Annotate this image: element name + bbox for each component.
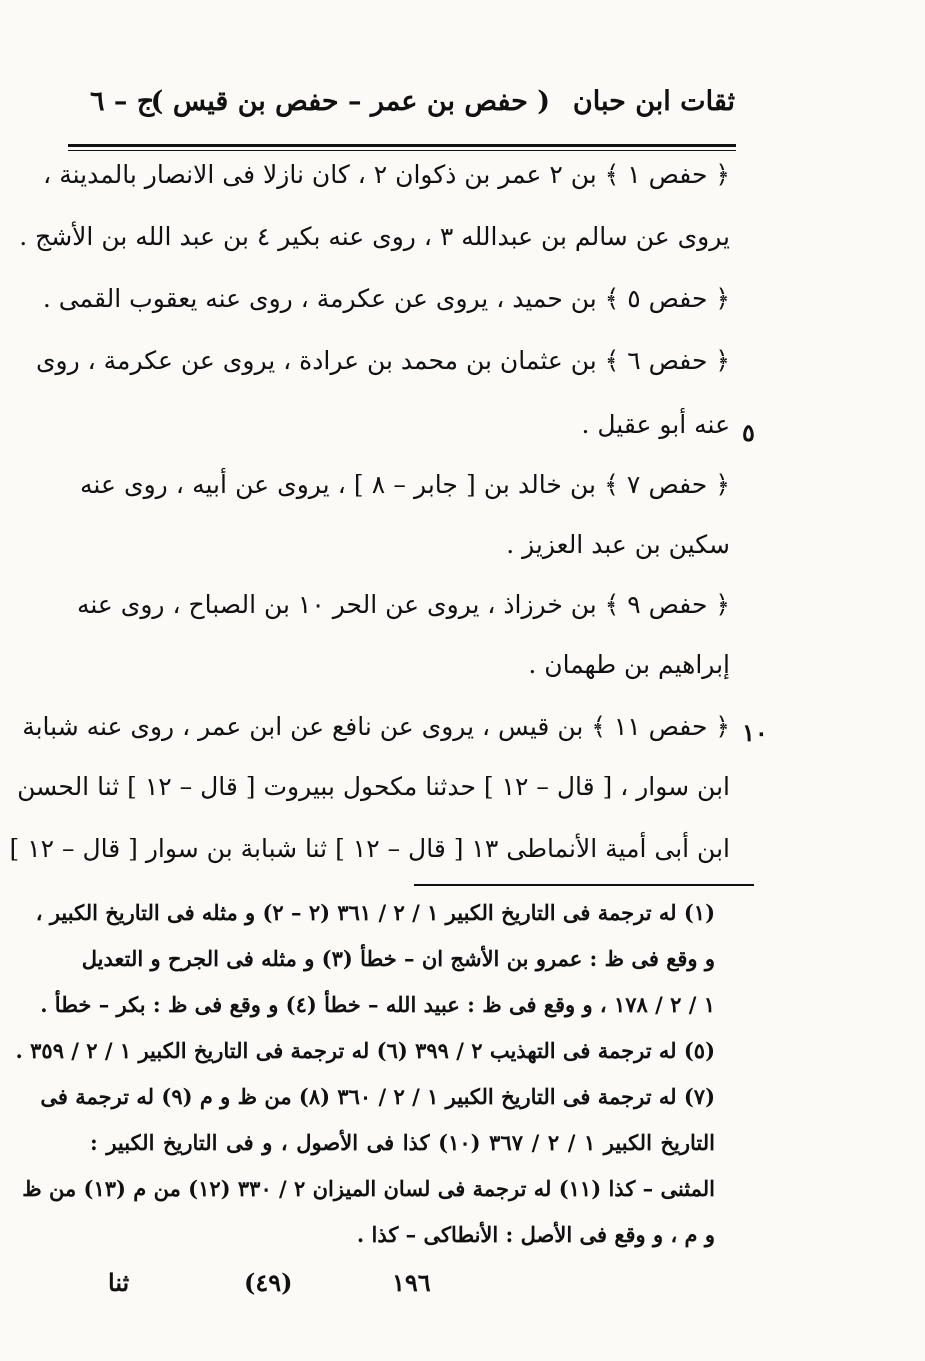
footnote-line: التاريخ الكبير ١ / ٢ / ٣٦٧ (١٠) كذا فى الأصول ، و فى التاريخ الكبير : — [90, 1130, 715, 1155]
text-line: ﴿ حفص ١ ﴾ بن ٢ عمر بن ذكوان ٢ ، كان نازلا فى الانصار بالمدينة ، — [43, 160, 730, 189]
footnote-line: (٥) له ترجمة فى التهذيب ٢ / ٣٩٩ (٦) له ترجمة فى التاريخ الكبير ١ / ٢ / ٣٥٩ . — [15, 1038, 715, 1063]
line-number: ٥ — [742, 418, 755, 447]
text-line: إبراهيم بن طهمان . — [528, 650, 730, 679]
section-range: ( حفص بن عمر – حفص بن قيس ) — [150, 86, 550, 117]
page-number: ١٩٦ — [392, 1268, 431, 1297]
text-line: ﴿ حفص ٧ ﴾ بن خالد بن [ جابر – ٨ ] ، يروى عن أبيه ، روى عنه — [80, 470, 730, 499]
text-line: ﴿ حفص ٩ ﴾ بن خرزاذ ، يروى عن الحر ١٠ بن الصباح ، روى عنه — [76, 590, 730, 619]
footnote-line: (١) له ترجمة فى التاريخ الكبير ١ / ٢ / ٣٦١ (٢ – ٢) و مثله فى التاريخ الكبير ، — [35, 900, 715, 925]
footnote-line: المثنى – كذا (١١) له ترجمة فى لسان الميزان ٢ / ٣٣٠ (١٢) من م (١٣) من ظ — [22, 1176, 715, 1201]
catchword: ثنا — [108, 1268, 130, 1297]
text-line: ابن أبى أمية الأنماطى ١٣ [ قال – ١٢ ] ثنا شبابة بن سوار [ قال – ١٢ ] — [9, 834, 730, 863]
line-number: ١٠ — [742, 718, 768, 747]
footnote-line: و وقع فى ظ : عمرو بن الأشج ان – خطأ (٣) و مثله فى الجرح و التعديل — [81, 946, 715, 971]
book-title: ثقات ابن حبان — [572, 86, 735, 117]
footnote-line: ١ / ٢ / ١٧٨ ، و وقع فى ظ : عبيد الله – خطأ (٤) و وقع فى ظ : بكر – خطأ . — [40, 992, 715, 1017]
header-rule-thin — [68, 150, 736, 151]
text-line: ﴿ حفص ٥ ﴾ بن حميد ، يروى عن عكرمة ، روى عنه يعقوب القمى . — [42, 284, 730, 313]
text-line: عنه أبو عقيل . — [581, 410, 730, 439]
text-line: ﴿ حفص ٦ ﴾ بن عثمان بن محمد بن عرادة ، يروى عن عكرمة ، روى — [35, 346, 730, 375]
sheet-number: (٤٩) — [244, 1268, 293, 1297]
running-header — [70, 80, 735, 130]
footnote-line: و م ، و وقع فى الأصل : الأنطاكى – كذا . — [356, 1222, 715, 1247]
text-line: ابن سوار ، [ قال – ١٢ ] حدثنا مكحول ببيروت [ قال – ١٢ ] ثنا الحسن — [17, 772, 730, 801]
header-rule — [68, 144, 736, 147]
volume-label: ج – ٦ — [90, 86, 155, 117]
text-line: ﴿ حفص ١١ ﴾ بن قيس ، يروى عن نافع عن ابن عمر ، روى عنه شبابة — [22, 712, 730, 741]
text-line: سكين بن عبد العزيز . — [506, 530, 730, 559]
footnote-line: (٧) له ترجمة فى التاريخ الكبير ١ / ٢ / ٣٦٠ (٨) من ظ و م (٩) له ترجمة فى — [40, 1084, 715, 1109]
footnote-rule — [414, 884, 754, 886]
text-line: يروى عن سالم بن عبدالله ٣ ، روى عنه بكير ٤ بن عبد الله بن الأشج . — [19, 222, 730, 251]
